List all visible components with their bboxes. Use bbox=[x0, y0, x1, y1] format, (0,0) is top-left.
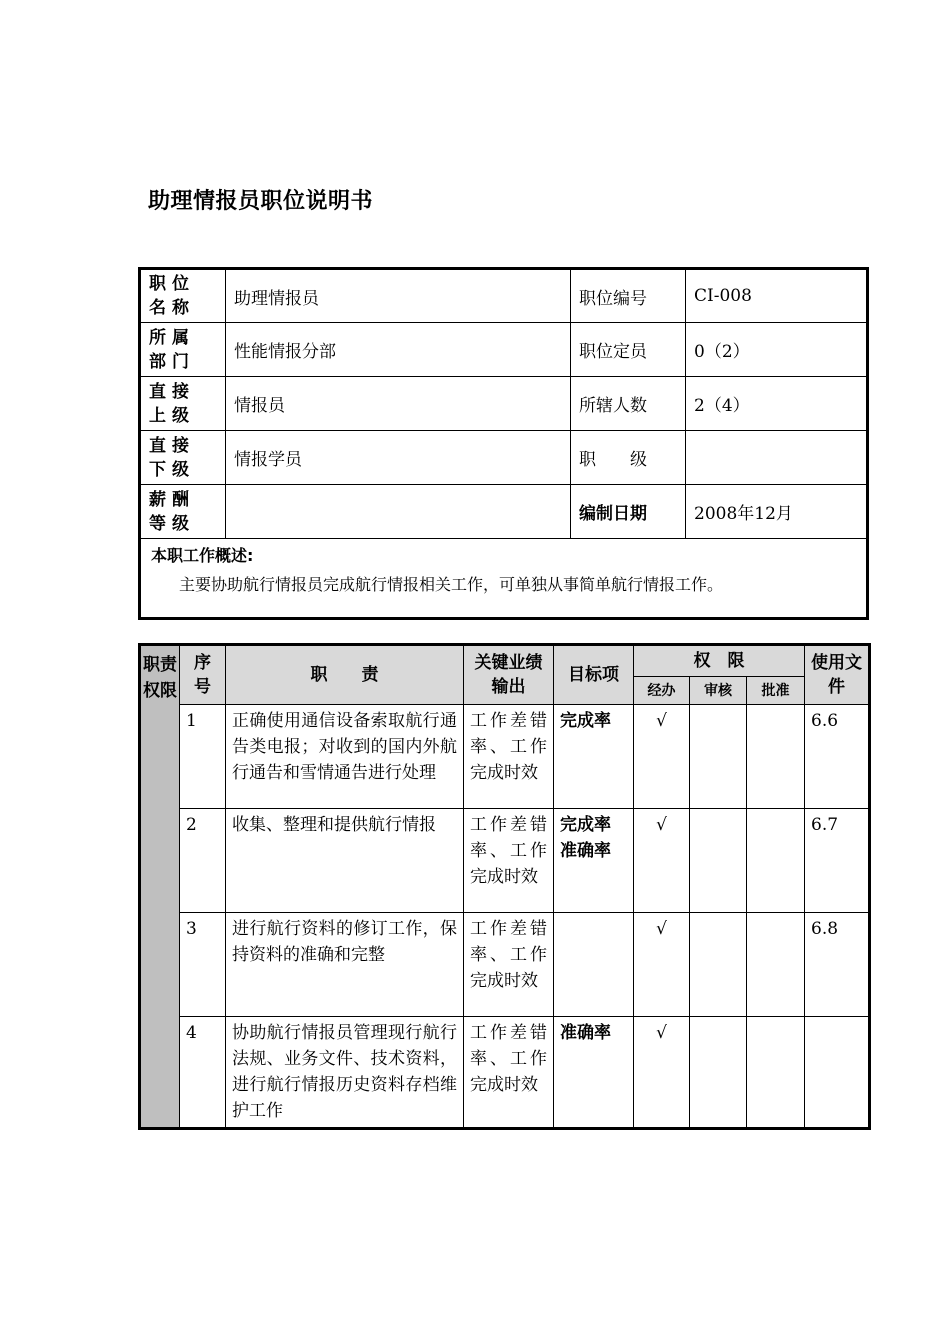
info-value: 助理情报员 bbox=[226, 269, 571, 323]
row-duty: 正确使用通信设备索取航行通告类电报；对收到的国内外航行通告和雪情通告进行处理 bbox=[226, 705, 464, 809]
row-handle: √ bbox=[634, 1017, 690, 1129]
duty-row bbox=[140, 809, 870, 913]
row-doc: 6.6 bbox=[805, 705, 870, 809]
header-approve: 批准 bbox=[747, 677, 805, 705]
duty-table bbox=[138, 643, 871, 1130]
row-review bbox=[690, 913, 747, 1017]
info-value-2: CI-008 bbox=[686, 269, 868, 323]
row-seq: 1 bbox=[180, 705, 226, 809]
header-seq: 序号 bbox=[180, 645, 226, 705]
info-row bbox=[140, 323, 868, 377]
side-label: 职责权限 bbox=[140, 645, 180, 1129]
info-value bbox=[226, 485, 571, 539]
row-doc bbox=[805, 1017, 870, 1129]
row-approve bbox=[747, 705, 805, 809]
duty-row bbox=[140, 705, 870, 809]
row-duty: 收集、整理和提供航行情报 bbox=[226, 809, 464, 913]
row-review bbox=[690, 1017, 747, 1129]
row-output: 工作差错率、工作完成时效 bbox=[464, 809, 554, 913]
row-duty: 进行航行资料的修订工作，保持资料的准确和完整 bbox=[226, 913, 464, 1017]
header-target: 目标项 bbox=[554, 645, 634, 705]
info-label: 薪酬等级 bbox=[140, 485, 226, 539]
info-row bbox=[140, 377, 868, 431]
summary-text: 主要协助航行情报员完成航行情报相关工作，可单独从事简单航行情报工作。 bbox=[179, 575, 724, 594]
header-output: 关键业绩输出 bbox=[464, 645, 554, 705]
row-target: 完成率 准确率 bbox=[554, 809, 634, 913]
row-handle: √ bbox=[634, 705, 690, 809]
info-label: 所属部门 bbox=[140, 323, 226, 377]
info-label-2: 所辖人数 bbox=[571, 377, 686, 431]
header-authority: 权 限 bbox=[634, 645, 805, 677]
info-label-2: 编制日期 bbox=[571, 485, 686, 539]
info-value-2: 2008年12月 bbox=[686, 485, 868, 539]
info-value-2: 2（4） bbox=[686, 377, 868, 431]
row-handle: √ bbox=[634, 913, 690, 1017]
row-seq: 4 bbox=[180, 1017, 226, 1129]
info-label-2: 职位编号 bbox=[571, 269, 686, 323]
row-seq: 2 bbox=[180, 809, 226, 913]
header-doc: 使用文件 bbox=[805, 645, 870, 705]
row-handle: √ bbox=[634, 809, 690, 913]
duty-row bbox=[140, 1017, 870, 1129]
row-output: 工作差错率、工作完成时效 bbox=[464, 1017, 554, 1129]
row-target bbox=[554, 913, 634, 1017]
info-value: 性能情报分部 bbox=[226, 323, 571, 377]
info-row bbox=[140, 269, 868, 323]
duty-row bbox=[140, 913, 870, 1017]
row-doc: 6.7 bbox=[805, 809, 870, 913]
row-review bbox=[690, 809, 747, 913]
row-approve bbox=[747, 913, 805, 1017]
info-value-2: 0（2） bbox=[686, 323, 868, 377]
header-review: 审核 bbox=[690, 677, 747, 705]
row-output: 工作差错率、工作完成时效 bbox=[464, 913, 554, 1017]
info-value: 情报学员 bbox=[226, 431, 571, 485]
row-duty: 协助航行情报员管理现行航行法规、业务文件、技术资料，进行航行情报历史资料存档维护工作 bbox=[226, 1017, 464, 1129]
header-duty: 职 责 bbox=[226, 645, 464, 705]
header-row bbox=[140, 645, 870, 677]
row-seq: 3 bbox=[180, 913, 226, 1017]
info-label-2: 职位定员 bbox=[571, 323, 686, 377]
info-row bbox=[140, 431, 868, 485]
row-approve bbox=[747, 809, 805, 913]
row-output: 工作差错率、工作完成时效 bbox=[464, 705, 554, 809]
summary-row bbox=[140, 539, 868, 619]
page-title: 助理情报员职位说明书 bbox=[148, 189, 374, 214]
info-label: 直接上级 bbox=[140, 377, 226, 431]
summary-title: 本职工作概述: bbox=[151, 546, 254, 565]
header-handle: 经办 bbox=[634, 677, 690, 705]
info-row bbox=[140, 485, 868, 539]
position-info-table bbox=[138, 267, 869, 620]
info-label-2: 职 级 bbox=[571, 431, 686, 485]
row-target: 准确率 bbox=[554, 1017, 634, 1129]
info-value-2 bbox=[686, 431, 868, 485]
row-target: 完成率 bbox=[554, 705, 634, 809]
info-label: 直接下级 bbox=[140, 431, 226, 485]
summary-cell bbox=[140, 539, 868, 619]
row-approve bbox=[747, 1017, 805, 1129]
row-review bbox=[690, 705, 747, 809]
row-doc: 6.8 bbox=[805, 913, 870, 1017]
info-value: 情报员 bbox=[226, 377, 571, 431]
info-label: 职位名称 bbox=[140, 269, 226, 323]
